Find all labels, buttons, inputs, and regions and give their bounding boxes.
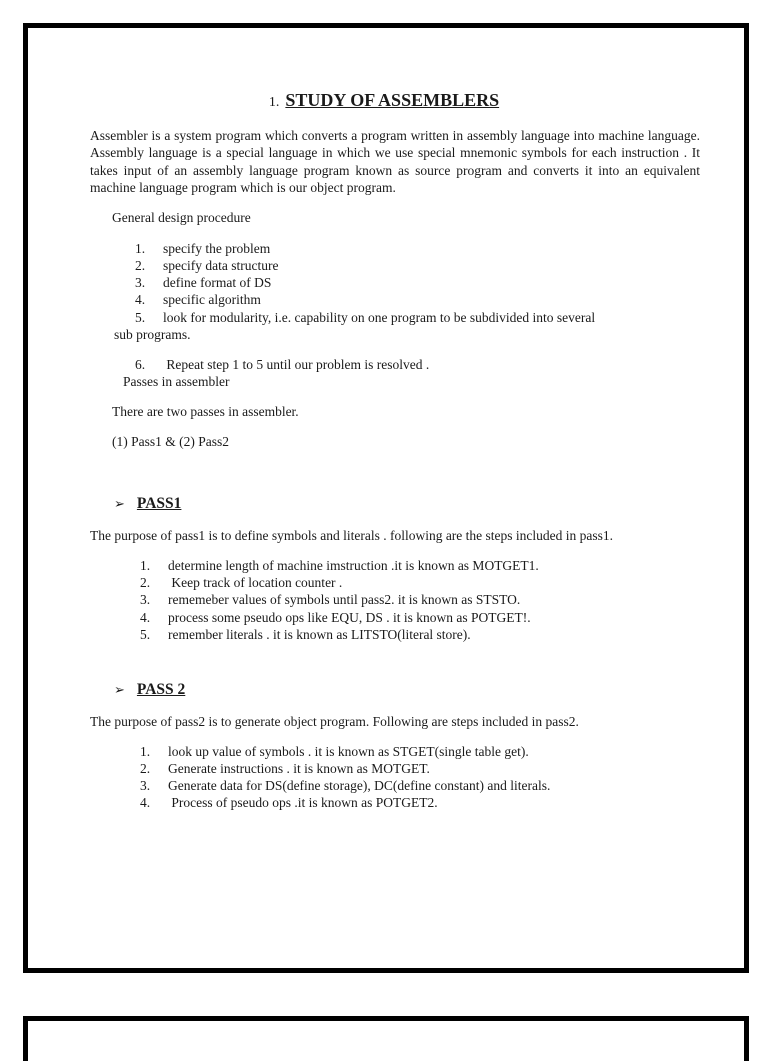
step-number: 3.	[140, 592, 151, 607]
title-text: STUDY OF ASSEMBLERS	[285, 90, 500, 110]
step-number: 4.	[135, 292, 146, 307]
design-step	[135, 357, 429, 373]
step-number: 1.	[135, 241, 146, 256]
pass2-step	[140, 761, 430, 777]
step-number: 4.	[140, 795, 151, 810]
design-step	[135, 275, 271, 291]
step-text: Repeat step 1 to 5 until our problem is resolved .	[163, 357, 430, 372]
step-number: 2.	[140, 761, 151, 776]
step-text: specific algorithm	[163, 292, 261, 307]
arrow-bullet-icon: ➢	[114, 496, 125, 511]
step-text: Generate instructions . it is known as MOTGET.	[168, 761, 430, 776]
pass1-heading-row	[114, 495, 181, 513]
pass2-step	[140, 778, 550, 794]
pass1-heading: PASS1	[136, 495, 182, 512]
step-text: determine length of machine imstruction .it is known as MOTGET1.	[168, 558, 539, 573]
step-text: Generate data for DS(define storage), DC(define constant) and literals.	[168, 778, 551, 793]
design-step	[135, 241, 270, 257]
design-step-continuation	[114, 327, 191, 343]
pass1-step	[140, 575, 342, 591]
page-title	[0, 90, 768, 111]
arrow-bullet-icon: ➢	[114, 682, 125, 697]
step-text: specify the problem	[163, 241, 271, 256]
title-number: 1.	[268, 95, 280, 110]
design-heading: General design procedure	[112, 210, 251, 225]
pass2-heading-row	[114, 681, 185, 699]
pass1-purpose: The purpose of pass1 is to define symbols and literals . following are the steps included in pass1.	[90, 528, 614, 543]
step-text: remember literals . it is known as LITSTO(literal store).	[168, 627, 471, 642]
step-text: Process of pseudo ops .it is known as POTGET2.	[168, 795, 438, 810]
step-number: 3.	[135, 275, 146, 290]
design-step	[135, 292, 261, 308]
step-text: define format of DS	[163, 275, 272, 290]
step-number: 2.	[140, 575, 151, 590]
step-text: sub programs.	[114, 327, 191, 342]
step-number: 1.	[140, 558, 151, 573]
pass2-step	[140, 744, 529, 760]
step-number: 5.	[140, 627, 151, 642]
intro-paragraph: Assembler is a system program which converts a program written in assembly language into machine language. Assembly language is a special language in which we use special mnemonic symbols for each instruction . It takes input of an assembly language program known as source program and converts it into an equivalent machine language program which is our object program.	[90, 128, 700, 196]
step-number: 5.	[135, 310, 146, 325]
step-text: rememeber values of symbols until pass2. it is known as STSTO.	[168, 592, 521, 607]
step-number: 2.	[135, 258, 146, 273]
pass1-step	[140, 610, 531, 626]
step-text: specify data structure	[163, 258, 279, 273]
pass2-purpose: The purpose of pass2 is to generate object program. Following are steps included in pass2.	[90, 714, 579, 729]
passes-heading: Passes in assembler	[123, 374, 230, 389]
passes-list: (1) Pass1 & (2) Pass2	[112, 434, 229, 449]
step-number: 3.	[140, 778, 151, 793]
step-text: look up value of symbols . it is known as STGET(single table get).	[168, 744, 529, 759]
step-number: 1.	[140, 744, 151, 759]
pass2-heading: PASS 2	[136, 681, 186, 698]
passes-summary: There are two passes in assembler.	[112, 404, 299, 419]
pass2-step	[140, 795, 438, 811]
step-text: Keep track of location counter .	[168, 575, 343, 590]
step-text: look for modularity, i.e. capability on one program to be subdivided into several	[163, 310, 596, 325]
step-text: process some pseudo ops like EQU, DS . it is known as POTGET!.	[168, 610, 531, 625]
pass1-step	[140, 592, 520, 608]
pass1-step	[140, 558, 539, 574]
design-step	[135, 310, 595, 326]
step-number: 6.	[135, 357, 146, 372]
step-number: 4.	[140, 610, 151, 625]
design-step	[135, 258, 278, 274]
pass1-step	[140, 627, 471, 643]
next-page-border	[23, 1016, 749, 1061]
